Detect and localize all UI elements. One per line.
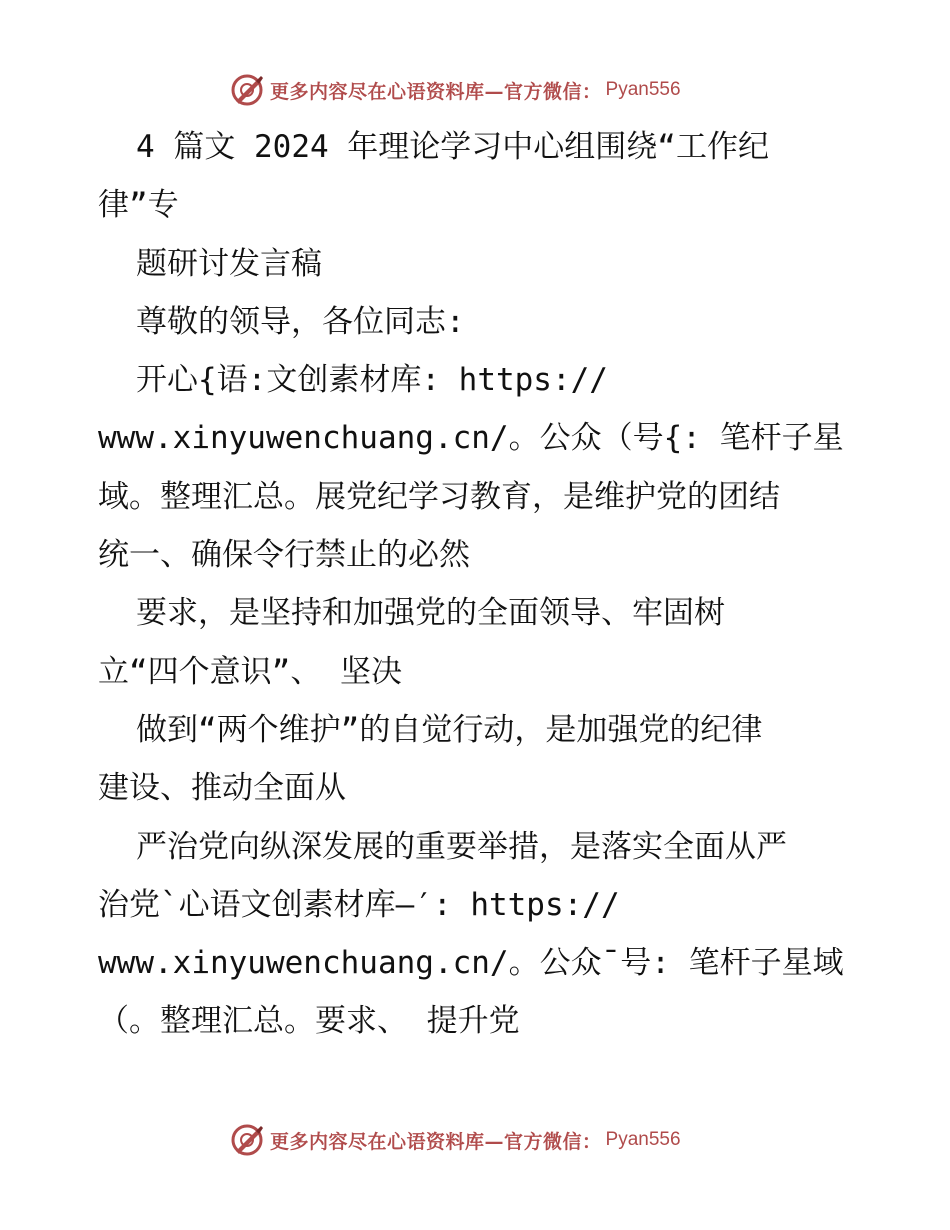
text-line: 做到“两个维护”的自觉行动，是加强党的纪律 <box>136 711 763 748</box>
footer-banner-text: 更多内容尽在心语资料库—官方微信： <box>270 1130 602 1153</box>
brand-logo-icon <box>230 73 264 107</box>
header-banner-text: 更多内容尽在心语资料库—官方微信： <box>270 80 602 103</box>
text-line: 统一、确保令行禁止的必然 <box>98 537 470 574</box>
text-line: 4 篇文 2024 年理论学习中心组围绕“工作纪 <box>136 129 769 165</box>
text-line: www.xinyuwenchuang.cn/。公众¯号: 笔杆子星域 <box>98 945 844 982</box>
header-wechat-id: Pyan556 <box>605 79 681 100</box>
document-body <box>98 118 898 1051</box>
header-banner <box>230 70 681 110</box>
footer-banner <box>230 1120 681 1160</box>
text-line: 律”专 <box>98 187 179 224</box>
text-line: 开心{语:文创素材库: https:// <box>136 362 608 399</box>
text-line: 要求，是坚持和加强党的全面领导、牢固树 <box>136 595 725 632</box>
text-line: （。整理汇总。要求、 提升党 <box>98 1003 520 1040</box>
text-line: 严治党向纵深发展的重要举措，是落实全面从严 <box>136 828 787 865</box>
footer-wechat-id: Pyan556 <box>605 1129 681 1150</box>
text-line: 尊敬的领导，各位同志: <box>136 303 465 340</box>
text-line: www.xinyuwenchuang.cn/。公众（号{: 笔杆子星 <box>98 420 844 457</box>
brand-logo-icon <box>230 1123 264 1157</box>
text-line: 立“四个意识”、 坚决 <box>98 653 402 690</box>
text-line: 题研讨发言稿 <box>136 245 322 282</box>
text-line: 治党`心语文创素材库—′: https:// <box>98 886 620 923</box>
text-line: 域。整理汇总。展党纪学习教育，是维护党的团结 <box>98 478 780 515</box>
text-line: 建设、推动全面从 <box>98 770 346 807</box>
